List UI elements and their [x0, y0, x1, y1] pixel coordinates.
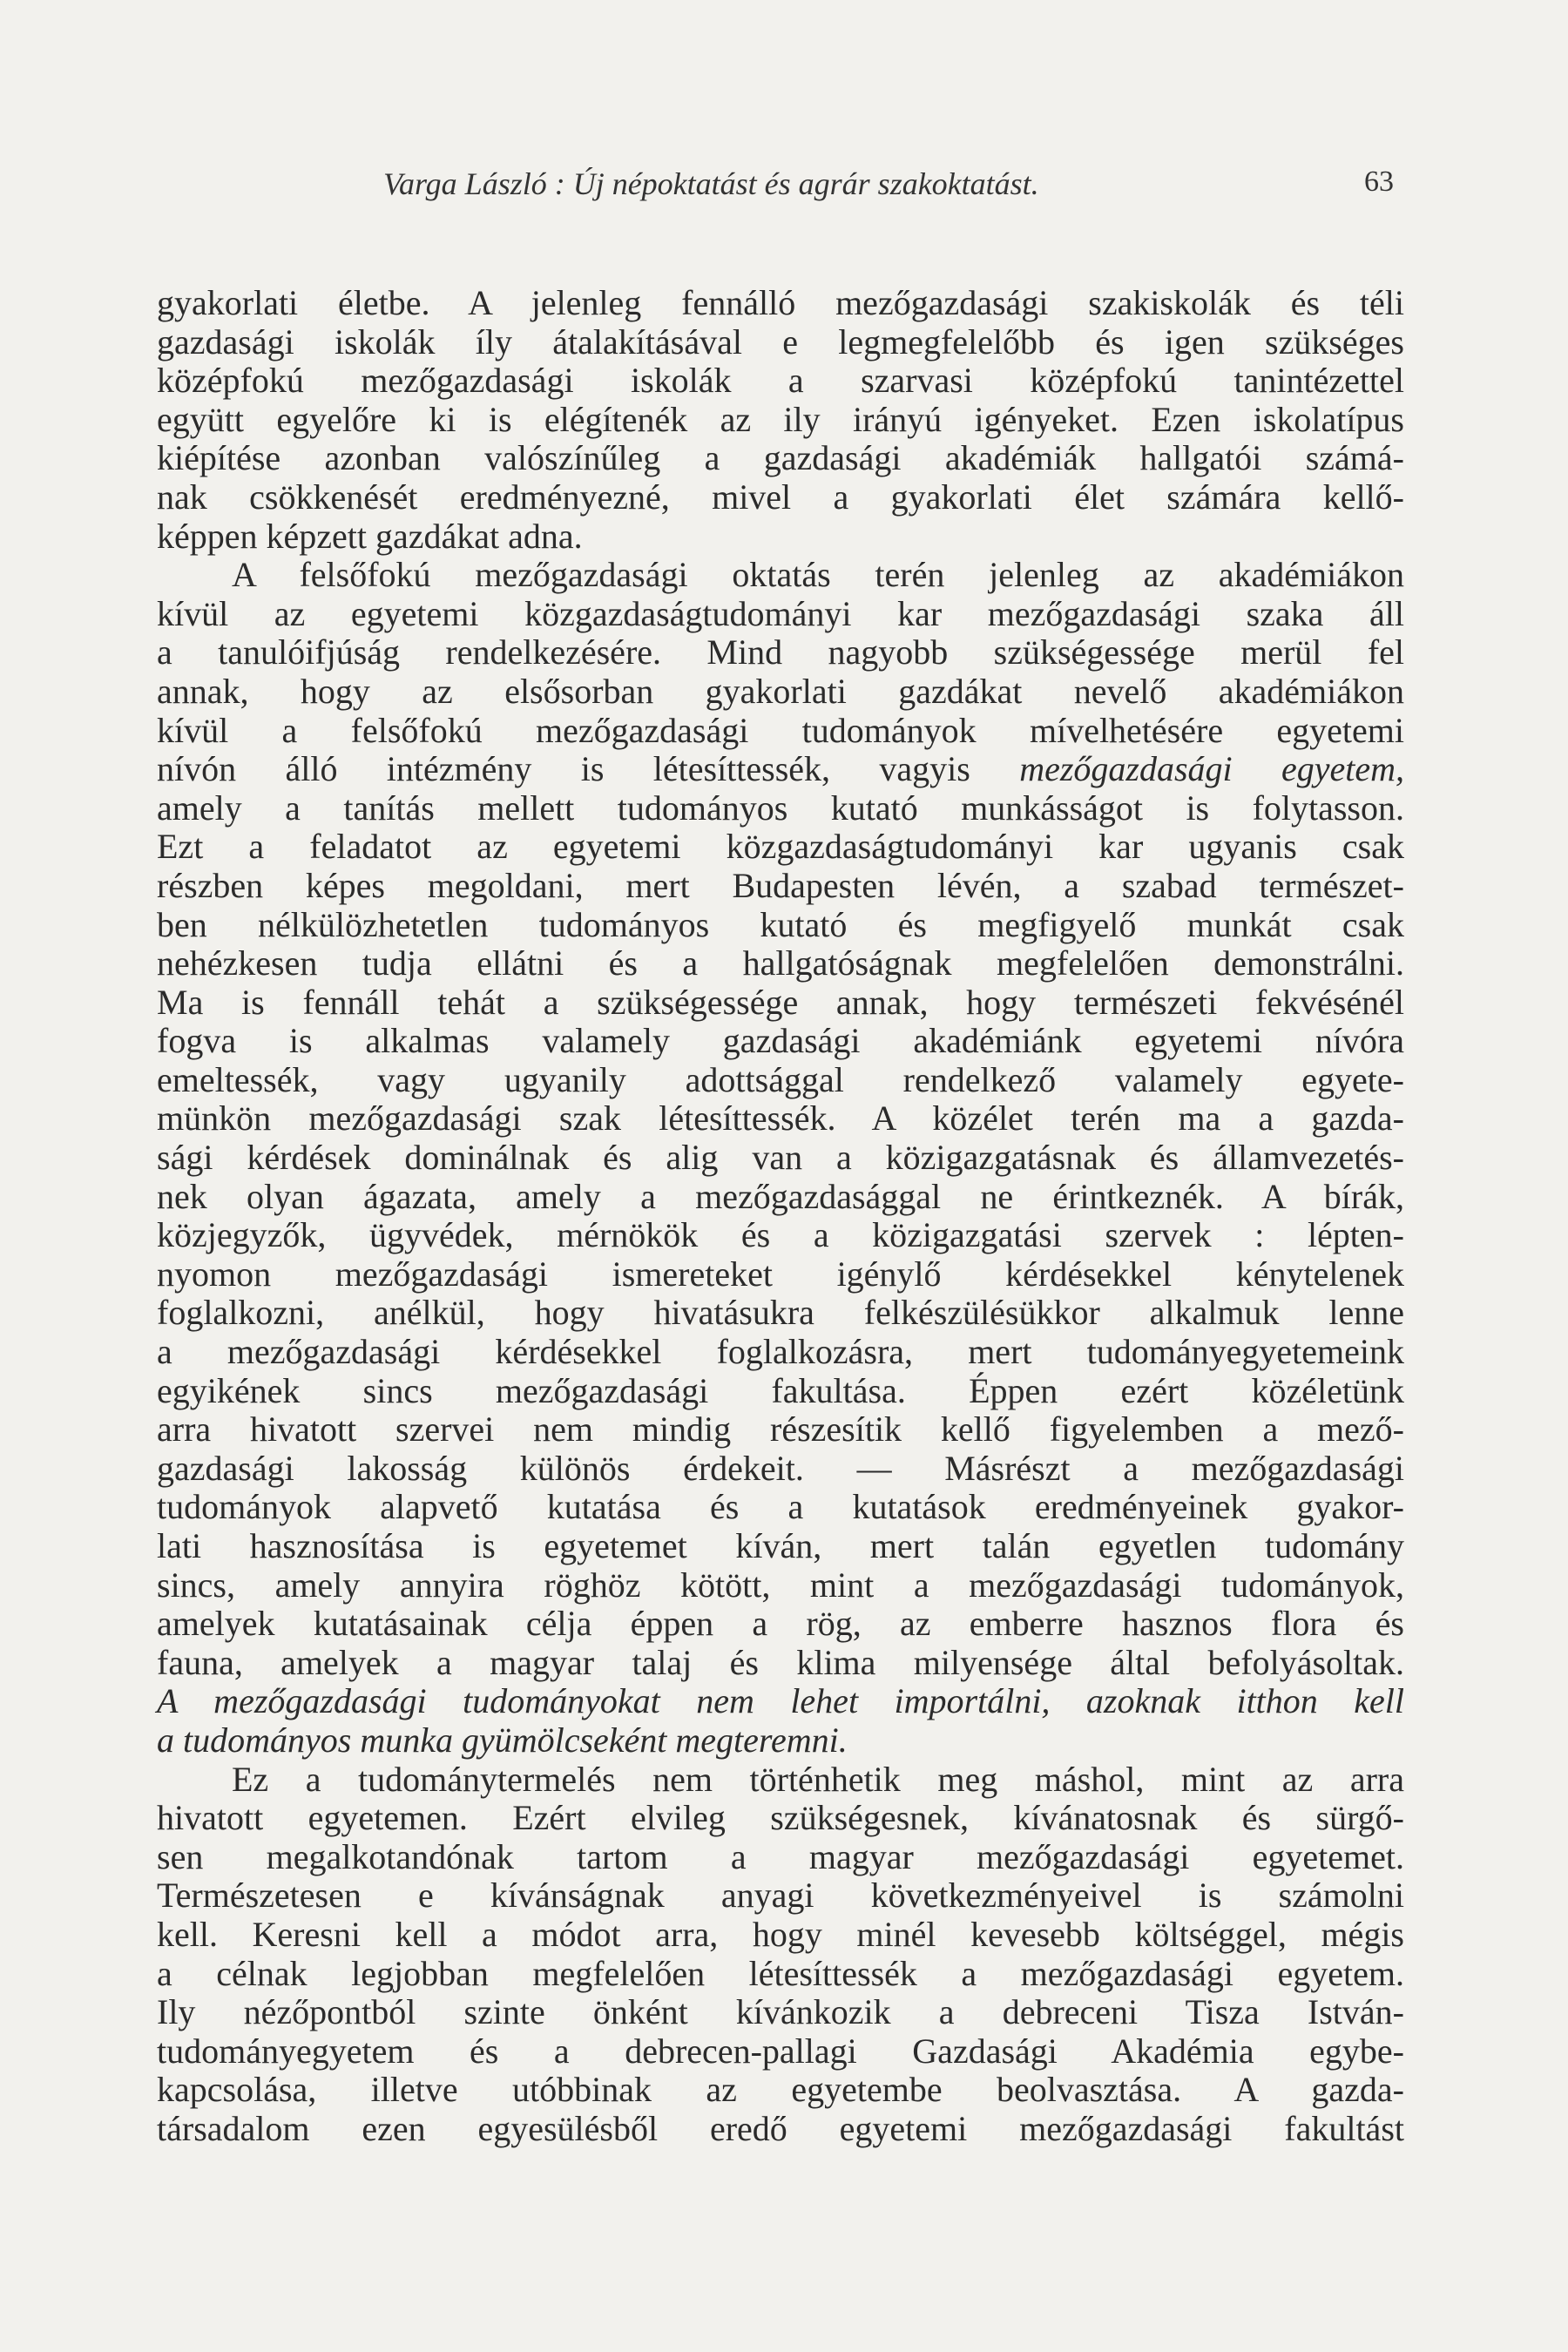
text-line: hivatott egyetemen. Ezért elvileg szükségesnek, kívánatosnak és sürgő- [157, 1798, 1404, 1838]
text-line: részben képes megoldani, mert Budapesten lévén, a szabad természet- [157, 865, 1404, 905]
text-line: Ma is fennáll tehát a szükségessége annak, hogy természeti fekvésénél [157, 982, 1404, 1022]
text-line: képpen képzett gazdákat adna. [157, 516, 583, 556]
text-line: lati hasznosítása is egyetemet kíván, mert talán egyetlen tudomány [157, 1526, 1404, 1565]
text-line: fogva is alkalmas valamely gazdasági akadémiánk egyetemi nívóra [157, 1021, 1404, 1061]
text-line: A felsőfokú mezőgazdasági oktatás terén jelenleg az akadémiákon [232, 555, 1404, 595]
text-line: közjegyzők, ügyvédek, mérnökök és a közigazgatási szervek : lépten- [157, 1215, 1404, 1255]
text-line: a tanulóifjúság rendelkezésére. Mind nagyobb szükségessége merül fel [157, 632, 1404, 672]
text-line [157, 750, 1404, 789]
text-line: a mezőgazdasági kérdésekkel foglalkozásra, mert tudományegyetemeink [157, 1332, 1404, 1372]
text-line: sen megalkotandónak tartom a magyar mezőgazdasági egyetemet. [157, 1836, 1404, 1876]
emphasis-text: mezőgazdasági egyetem, [1019, 749, 1405, 789]
text-line: társadalom ezen egyesülésből eredő egyetemi mezőgazdasági fakultást [157, 2108, 1404, 2148]
text-line: Természetesen e kívánságnak anyagi következményeivel is számolni [157, 1876, 1404, 1916]
text-line: együtt egyelőre ki is elégítenék az ily irányú igényeket. Ezen iskolatípus [157, 399, 1404, 439]
text-line: egyikének sincs mezőgazdasági fakultása. Éppen ezért közéletünk [157, 1370, 1404, 1410]
text-line: a célnak legjobban megfelelően létesíttessék a mezőgazdasági egyetem. [157, 1953, 1404, 1993]
running-title: Varga László : Új népoktatást és agrár szakoktatást. [383, 166, 1039, 201]
text-line: kívül a felsőfokú mezőgazdasági tudományok mívelhetésére egyetemi [157, 710, 1404, 750]
running-header [383, 166, 1394, 211]
text-line: gazdasági iskolák íly átalakításával e legmegfelelőbb és igen szükséges [157, 321, 1404, 362]
text-line: nyomon mezőgazdasági ismereteket igénylő kérdésekkel kénytelenek [157, 1254, 1404, 1294]
text-line: kell. Keresni kell a módot arra, hogy minél kevesebb költséggel, mégis [157, 1914, 1404, 1954]
italic-text-line: a tudományos munka gyümölcseként megteremni. [157, 1720, 848, 1760]
text-line: gyakorlati életbe. A jelenleg fennálló mezőgazdasági szakiskolák és téli [157, 283, 1404, 322]
text-line: kapcsolása, illetve utóbbinak az egyetembe beolvasztása. A gazda- [157, 2070, 1404, 2110]
text-line: foglalkozni, anélkül, hogy hivatásukra felkészülésükkor alkalmuk lenne [157, 1293, 1404, 1333]
text-line: Ez a tudománytermelés nem történhetik meg máshol, mint az arra [232, 1759, 1404, 1799]
text-line: középfokú mezőgazdasági iskolák a szarvasi középfokú tanintézettel [157, 361, 1404, 401]
page-number: 63 [1364, 166, 1394, 198]
text-line: gazdasági lakosság különös érdekeit. — Másrészt a mezőgazdasági [157, 1448, 1404, 1488]
text-line: nek olyan ágazata, amely a mezőgazdasággal ne érintkeznék. A bírák, [157, 1176, 1404, 1216]
text-line: sági kérdések dominálnak és alig van a közigazgatásnak és államvezetés- [157, 1138, 1404, 1178]
text-line: tudományok alapvető kutatása és a kutatások eredményeinek gyakor- [157, 1487, 1404, 1527]
text-line: amelyek kutatásainak célja éppen a rög, az emberre hasznos flora és [157, 1604, 1404, 1644]
text-line: arra hivatott szervei nem mindig részesítik kellő figyelemben a mező- [157, 1409, 1404, 1450]
text-line: Ezt a feladatot az egyetemi közgazdaságtudományi kar ugyanis csak [157, 827, 1404, 867]
text-line: Ily nézőpontból szinte önként kívánkozik a debreceni Tisza István- [157, 1992, 1404, 2032]
text-line: tudományegyetem és a debrecen-pallagi Gazdasági Akadémia egybe- [157, 2031, 1404, 2071]
text-line: nak csökkenését eredményezné, mivel a gyakorlati élet számára kellő- [157, 476, 1404, 517]
text-line: nehézkesen tudja ellátni és a hallgatóságnak megfelelően demonstrálni. [157, 943, 1404, 983]
text-line: kívül az egyetemi közgazdaságtudományi kar mezőgazdasági szaka áll [157, 593, 1404, 633]
text-line: sincs, amely annyira röghöz kötött, mint a mezőgazdasági tudományok, [157, 1565, 1404, 1605]
text-line: kiépítése azonban valószínűleg a gazdasági akadémiák hallgatói számá- [157, 438, 1404, 478]
text-line: emeltessék, vagy ugyanily adottsággal rendelkező valamely egyete- [157, 1059, 1404, 1099]
text-line: fauna, amelyek a magyar talaj és klima milyensége által befolyásoltak. [157, 1642, 1404, 1682]
text-line: annak, hogy az elsősorban gyakorlati gazdákat nevelő akadémiákon [157, 671, 1404, 711]
text-line: münkön mezőgazdasági szak létesíttessék. A közélet terén ma a gazda- [157, 1098, 1404, 1139]
text-segment: nívón álló intézmény is létesíttessék, vagyis [157, 749, 1020, 789]
italic-text-line: A mezőgazdasági tudományokat nem lehet importálni, azoknak itthon kell [157, 1681, 1404, 1721]
body-text [157, 284, 1404, 2149]
text-line: ben nélkülözhetetlen tudományos kutató és megfigyelő munkát csak [157, 904, 1404, 944]
text-line: amely a tanítás mellett tudományos kutató munkásságot is folytasson. [157, 787, 1404, 828]
